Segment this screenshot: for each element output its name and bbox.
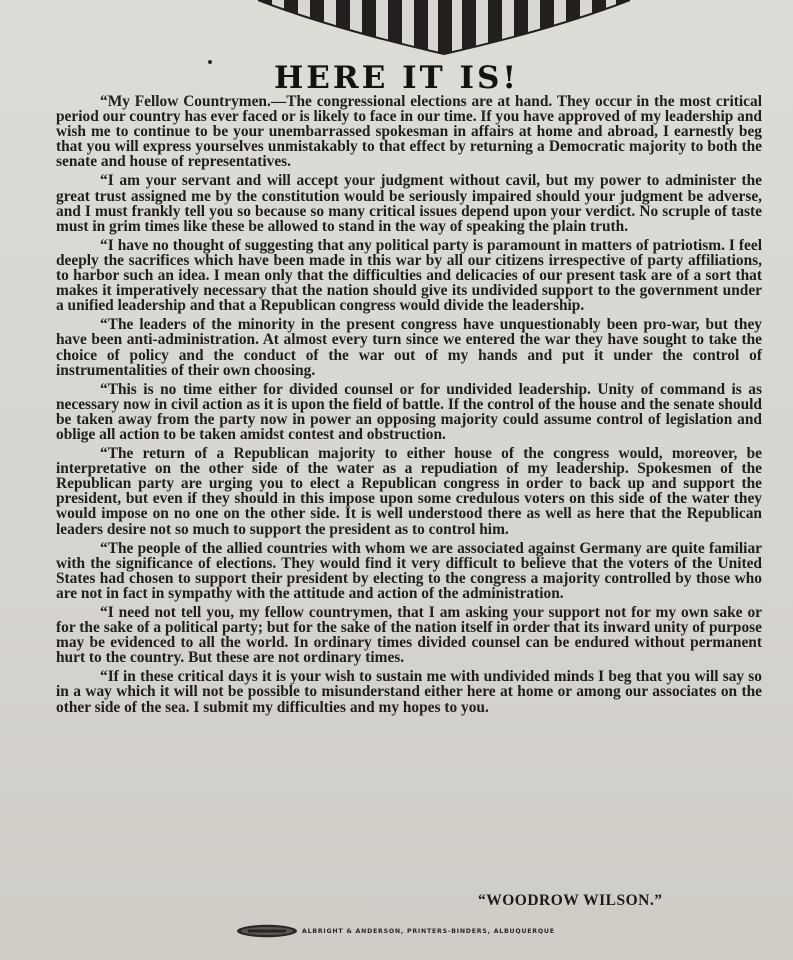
signature: “WOODROW WILSON.” — [478, 892, 663, 909]
paragraph: “I need not tell you, my fellow countrymen, that I am asking your support not for my own sake or for the sake of a political party; but for the sake of the nation itself in order that its inward unity of purpose may be evidenced to all the world. In ordinary times divided counsel can be endured without permanent hurt to the country. But these are not ordinary times. — [56, 604, 762, 667]
paragraph: “If in these critical days it is your wish to sustain me with undivided minds I beg that you will say so in a way which it will not be possible to misunderstand either here at home or among our associates on the other side of the sea. I submit my difficulties and my hopes to you. — [56, 668, 762, 716]
flag-shield-icon — [258, 0, 630, 56]
printer-imprint — [236, 922, 555, 940]
paragraph: “My Fellow Countrymen.—The congressional elections are at hand. They occur in the most critical period our country has ever faced or is likely to face in our time. If you have approved of my leadership and wish me to continue to be your unembarrassed spokesman in affairs at home and abroad, I earnestly beg that you will express yourselves unmistakably to that effect by returning a Democratic majority to both the senate and house of representatives. — [56, 93, 762, 171]
paragraph: “The leaders of the minority in the present congress have unquestionably been pro-war, but they have been anti-administration. At almost every turn since we entered the war they have sought to take the choice of policy and the conduct of the war out of my hands and put it under the control of instrumentalities of their own choosing. — [56, 316, 762, 379]
imprint-text: ALBRIGHT & ANDERSON, PRINTERS-BINDERS, ALBUQUERQUE — [302, 927, 555, 935]
paragraph: “I am your servant and will accept your judgment without cavil, but my power to administer the great trust assigned me by the constitution would be seriously impaired should your judgment be adverse, and I must frankly tell you so because so many critical issues depend upon your verdict. No scruple of taste must in grim times like these be allowed to stand in the way of speaking the plain truth. — [56, 172, 762, 235]
headline: HERE IT IS! — [274, 60, 519, 96]
paragraph: “The return of a Republican majority to either house of the congress would, moreover, be interpretative on the other side of the water as a repudiation of my leadership. Spokesmen of the Republican party are urging you to elect a Republican congress in order to back up and support the president, but even if they should in this impose upon some credulous voters on this side of the water they would impose on no one on the other side. It is well understood there as well as here that the Republican leaders desire not so much to support the president as to control him. — [56, 445, 762, 538]
letter-body — [56, 94, 762, 715]
paragraph: “I have no thought of suggesting that any political party is paramount in matters of patriotism. I feel deeply the sacrifices which have been made in this war by all our citizens irrespective of party affiliations, to harbor such an idea. I mean only that the difficulties and delicacies of our present task are of a sort that makes it imperatively necessary that the nation should give its undivided support to the government under a unified leadership and that a Republican congress would divide the leadership. — [56, 236, 762, 315]
union-label-icon — [236, 924, 298, 938]
paragraph: “The people of the allied countries with whom we are associated against Germany are quite familiar with the significance of elections. They would find it very difficult to believe that the voters of the United States had chosen to support their president by electing to the congress a majority controlled by those who are not in fact in sympathy with the attitude and action of the administration. — [56, 539, 762, 602]
paragraph: “This is no time either for divided counsel or for undivided leadership. Unity of command is as necessary now in civil action as it is upon the field of battle. If the control of the house and the senate should be taken away from the party now in power an opposing majority could assume control of legislation and oblige all action to be taken amidst contest and obstruction. — [56, 380, 762, 443]
